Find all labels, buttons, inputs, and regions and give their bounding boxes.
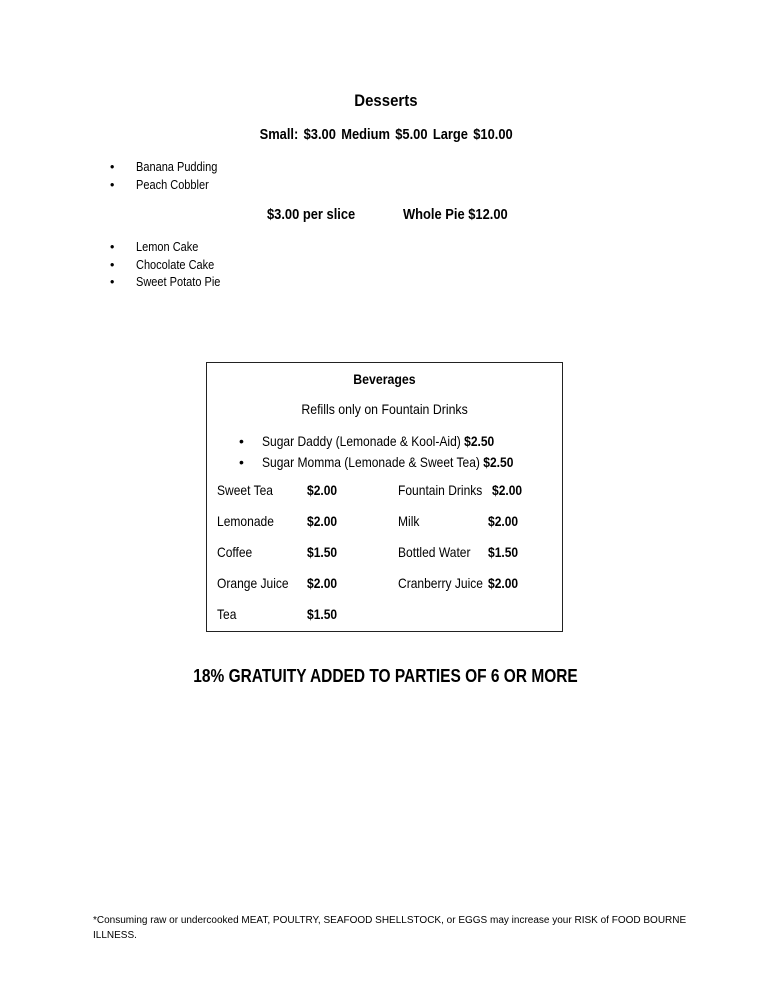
- beverages-box: [206, 362, 563, 632]
- whole-pie-price: Whole Pie $12.00: [403, 206, 508, 223]
- drink-price: $1.50: [307, 606, 338, 622]
- special-name: Sugar Momma (Lemonade & Sweet Tea): [262, 453, 480, 470]
- drink-price: $1.50: [307, 544, 338, 560]
- desserts-title: Desserts: [354, 91, 418, 110]
- drink-price: $2.00: [307, 513, 338, 529]
- special-price: $2.50: [464, 433, 495, 449]
- drink-name: Fountain Drinks: [398, 482, 483, 498]
- drink-name: Tea: [217, 606, 237, 622]
- beverages-title: Beverages: [353, 371, 416, 387]
- drink-price: $2.00: [488, 575, 519, 591]
- drink-price: $2.00: [307, 482, 338, 498]
- drink-name: Orange Juice: [217, 575, 289, 591]
- drink-name: Sweet Tea: [217, 482, 274, 498]
- drink-name: Lemonade: [217, 513, 274, 529]
- drink-price: $2.00: [492, 482, 523, 498]
- special-price: $2.50: [483, 453, 514, 470]
- drink-name: Cranberry Juice: [398, 575, 483, 591]
- drink-name: Milk: [398, 513, 420, 529]
- bullet-icon: •: [110, 160, 115, 174]
- special-name: Sugar Daddy (Lemonade & Kool-Aid): [262, 433, 461, 449]
- drink-price: $2.00: [488, 513, 519, 529]
- drink-name: Bottled Water: [398, 544, 471, 560]
- drink-price: $2.00: [307, 575, 338, 591]
- bullet-icon: •: [110, 177, 115, 192]
- gratuity-notice: 18% GRATUITY ADDED TO PARTIES OF 6 OR MORE: [193, 666, 579, 686]
- bullet-icon: •: [239, 433, 244, 449]
- bullet-icon: •: [110, 240, 115, 254]
- beverages-subtitle: Refills only on Fountain Drinks: [301, 401, 468, 417]
- drink-price: $1.50: [488, 544, 519, 560]
- dessert-size-prices: Small: $3.00 Medium $5.00 Large $10.00: [259, 126, 513, 143]
- food-safety-footnote: *Consuming raw or undercooked MEAT, POULTRY, SEAFOOD SHELLSTOCK, or EGGS may increase your RISK of FOOD BOURNE ILLNESS.: [93, 915, 687, 941]
- slice-price: $3.00 per slice: [267, 206, 356, 223]
- bullet-icon: •: [110, 275, 115, 289]
- bullet-icon: •: [239, 453, 244, 470]
- bullet-icon: •: [110, 257, 115, 272]
- drink-name: Coffee: [217, 544, 253, 560]
